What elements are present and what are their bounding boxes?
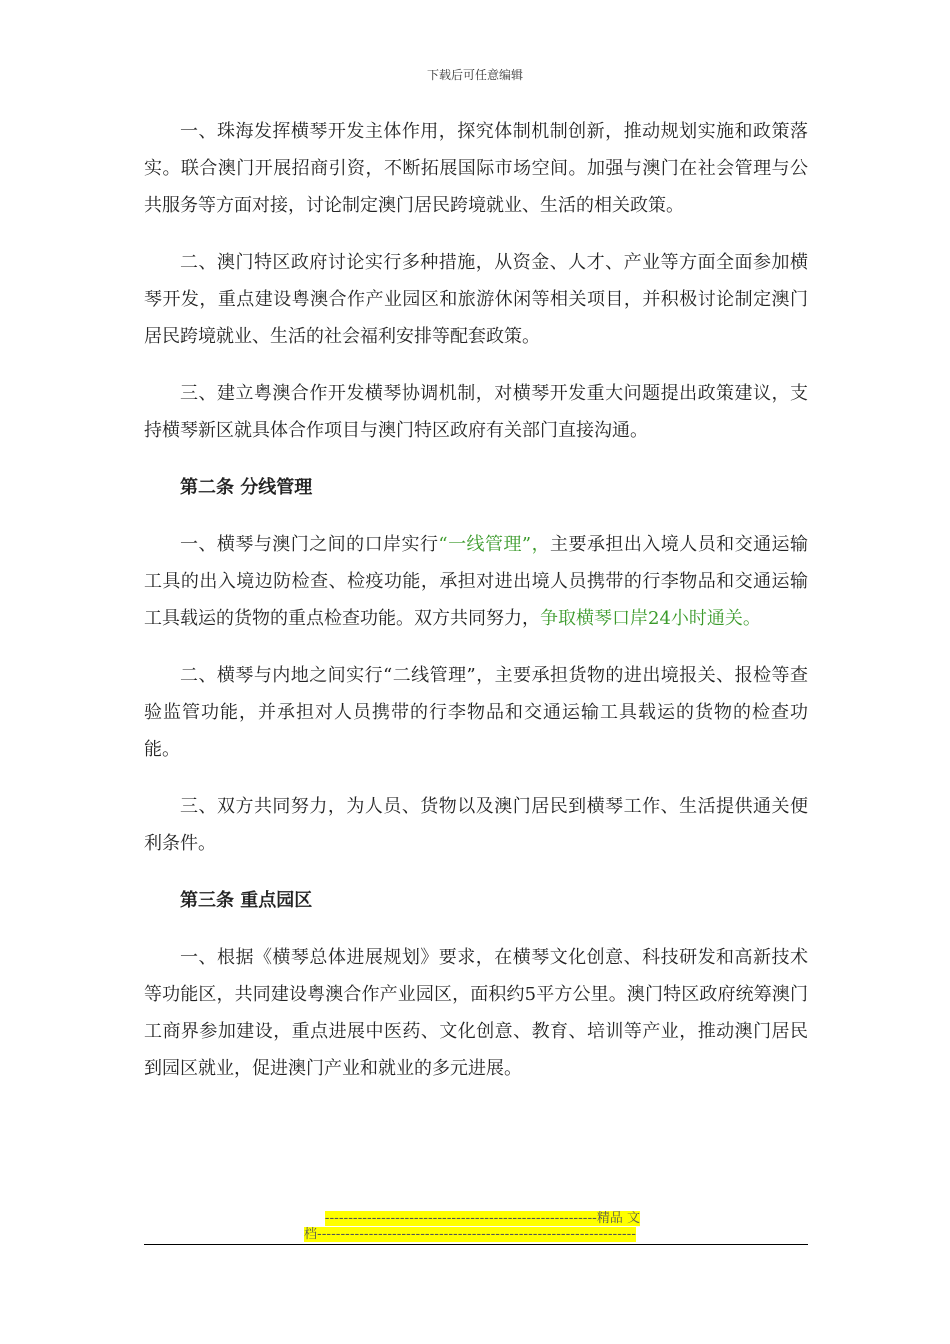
footer-line-1 <box>304 1211 650 1227</box>
footer-line-1-text: ----------------------------------------------------------精品 文 <box>324 1211 640 1226</box>
paragraph-7: 一、根据《横琴总体进展规划》要求，在横琴文化创意、科技研发和高新技术等功能区，共同建设粤澳合作产业园区，面积约5平方公里。澳门特区政府统筹澳门工商界参加建设，重点进展中医药、文化创意、教育、培训等产业，推动澳门居民到园区就业，促进澳门产业和就业的多元进展。 <box>144 947 808 1079</box>
section-heading-2: 第二条 分线管理 <box>180 477 313 498</box>
footer-watermark <box>304 1211 650 1243</box>
document-body <box>144 113 808 1107</box>
paragraph-4-text-a: 一、横琴与澳门之间的口岸实行 <box>180 534 439 555</box>
paragraph-4-highlight-2: 争取横琴口岸24小时通关。 <box>540 608 761 629</box>
footer-rule <box>144 1244 808 1245</box>
footer-line-2-text: 档-------------------------------------------------------------------- <box>304 1227 636 1242</box>
paragraph-4-highlight-1: “一线管理”， <box>438 534 551 555</box>
paragraph-4-text-b: 主要承担出入境人员和交通运输工具的出入境边防检查、检疫功能，承担对进出境人员携带的行李物品和交通运输工具载运的货物的重点检查功能。双方共同努力， <box>144 534 809 629</box>
section-heading-3: 第三条 重点园区 <box>180 890 313 911</box>
paragraph-1: 一、珠海发挥横琴开发主体作用，探究体制机制创新，推动规划实施和政策落实。联合澳门开展招商引资，不断拓展国际市场空间。加强与澳门在社会管理与公共服务等方面对接，讨论制定澳门居民跨境就业、生活的相关政策。 <box>144 121 808 216</box>
paragraph-3: 三、建立粤澳合作开发横琴协调机制，对横琴开发重大问题提出政策建议，支持横琴新区就具体合作项目与澳门特区政府有关部门直接沟通。 <box>144 383 808 441</box>
paragraph-6: 三、双方共同努力，为人员、货物以及澳门居民到横琴工作、生活提供通关便利条件。 <box>144 796 808 854</box>
paragraph-4 <box>144 526 808 637</box>
paragraph-5: 二、横琴与内地之间实行“二线管理”，主要承担货物的进出境报关、报检等查验监管功能，并承担对人员携带的行李物品和交通运输工具载运的货物的检查功能。 <box>144 665 808 760</box>
footer-line-2 <box>304 1227 650 1243</box>
page-header-note: 下载后可任意编辑 <box>426 68 523 82</box>
paragraph-2: 二、澳门特区政府讨论实行多种措施，从资金、人才、产业等方面全面参加横琴开发，重点建设粤澳合作产业园区和旅游休闲等相关项目，并积极讨论制定澳门居民跨境就业、生活的社会福利安排等配套政策。 <box>144 252 808 347</box>
